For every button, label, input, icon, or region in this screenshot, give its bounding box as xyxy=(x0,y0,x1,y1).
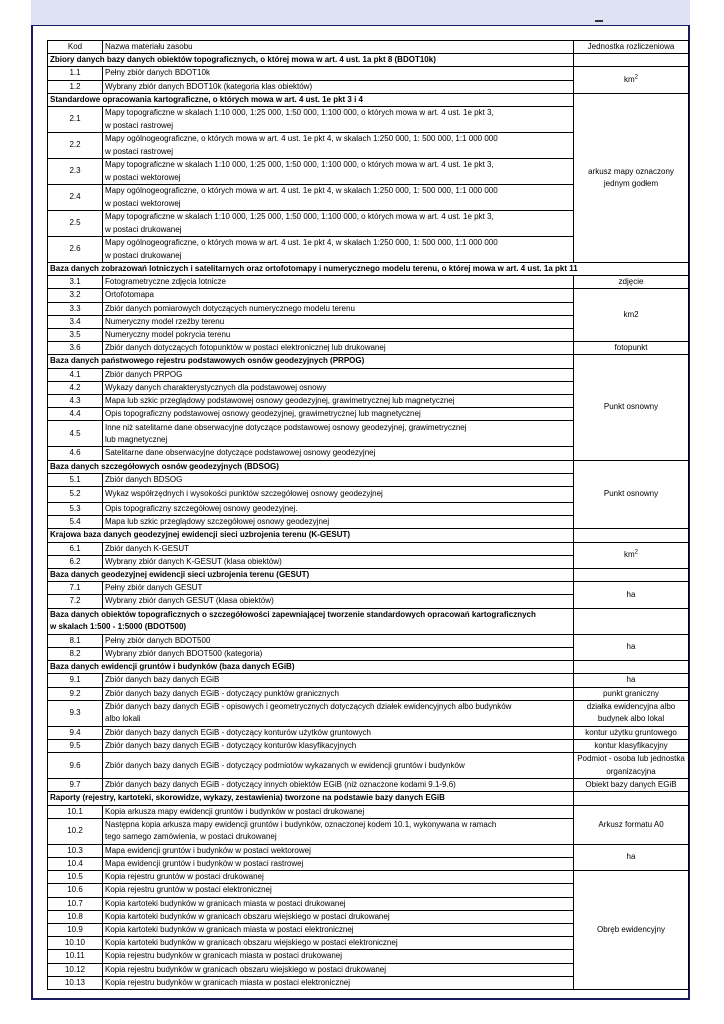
row-kod: 3.3 xyxy=(48,302,103,315)
unit-cell: arkusz mapy oznaczony jednym godłem xyxy=(574,93,689,262)
row-kod: 4.3 xyxy=(48,395,103,408)
row-kod: 10.2 xyxy=(48,818,103,844)
header-nazwa: Nazwa materiału zasobu xyxy=(103,41,574,54)
row-nazwa: Kopia rejestru budynków w granicach obszaru wiejskiego w postaci drukowanej xyxy=(103,963,574,976)
section-row xyxy=(48,54,689,67)
table-row xyxy=(48,542,689,555)
section-line-2: w skalach 1:500 - 1:5000 (BDOT500) xyxy=(50,622,187,632)
row-line-2: lub magnetycznej xyxy=(105,434,168,444)
section-row xyxy=(48,792,689,805)
row-nazwa xyxy=(103,211,574,237)
row-nazwa: Kopia kartoteki budynków w granicach obszaru wiejskiego w postaci drukowanej xyxy=(103,910,574,923)
row-nazwa xyxy=(103,421,574,447)
table-row xyxy=(48,67,689,80)
row-line-2: w postaci rastrowej xyxy=(105,120,174,130)
unit-cell: działka ewidencyjna albo budynek albo lokal xyxy=(574,700,689,726)
table-row xyxy=(48,289,689,302)
row-nazwa: Pełny zbiór danych BDOT10k xyxy=(103,67,574,80)
row-nazwa: Kopia rejestru gruntów w postaci drukowanej xyxy=(103,871,574,884)
row-kod: 10.12 xyxy=(48,963,103,976)
section-line-1: Baza danych obiektów topograficznych o szczegółowości zapewniającej tworzenie standardowych opracowań kartograficznych xyxy=(50,609,536,619)
row-kod: 10.9 xyxy=(48,923,103,936)
row-nazwa: Mapa ewidencji gruntów i budynków w postaci wektorowej xyxy=(103,844,574,857)
row-kod: 3.1 xyxy=(48,276,103,289)
row-kod: 6.2 xyxy=(48,555,103,568)
row-nazwa: Wykaz współrzędnych i wysokości punktów szczegółowej osnowy geodezyjnej xyxy=(103,487,574,503)
top-bar xyxy=(31,0,690,25)
row-line-2: albo lokali xyxy=(105,714,141,724)
unit-cell: Obręb ewidencyjny xyxy=(574,871,689,990)
row-kod: 10.5 xyxy=(48,871,103,884)
unit-cell xyxy=(574,542,689,568)
table-row xyxy=(48,276,689,289)
row-nazwa: Wykazy danych charakterystycznych dla podstawowej osnowy xyxy=(103,381,574,394)
header-row xyxy=(48,41,689,54)
row-nazwa xyxy=(103,159,574,185)
row-kod: 10.10 xyxy=(48,937,103,950)
unit-cell: punkt graniczny xyxy=(574,687,689,700)
unit-sup: 2 xyxy=(634,74,638,81)
row-kod: 4.4 xyxy=(48,408,103,421)
row-nazwa: Kopia kartoteki budynków w granicach obszaru wiejskiego w postaci elektronicznej xyxy=(103,937,574,950)
header-kod: Kod xyxy=(48,41,103,54)
row-kod: 1.1 xyxy=(48,67,103,80)
table-row xyxy=(48,700,689,726)
row-kod: 1.2 xyxy=(48,80,103,93)
row-line-2: w postaci drukowanej xyxy=(105,250,182,260)
table-row xyxy=(48,687,689,700)
row-nazwa: Fotogrametryczne zdjęcia lotnicze xyxy=(103,276,574,289)
unit-text: km xyxy=(623,75,635,84)
row-line-2: w postaci rastrowej xyxy=(105,146,174,156)
row-nazwa: Opis topograficzny szczegółowej osnowy geodezyjnej. xyxy=(103,503,574,516)
section-title: Baza danych ewidencji gruntów i budynków (baza danych EGiB) xyxy=(48,661,574,674)
unit-cell: ha xyxy=(574,674,689,687)
row-line-1: Mapy ogólnogeograficzne, o których mowa w art. 4 ust. 1e pkt 4, w skalach 1:250 000, 1: 500 000, 1:1 000 000 xyxy=(105,238,498,248)
row-kod: 9.7 xyxy=(48,779,103,792)
section-title: Krajowa baza danych geodezyjnej ewidencji sieci uzbrojenia terenu (K-GESUT) xyxy=(48,529,574,542)
row-nazwa: Zbiór danych bazy danych EGiB - dotyczący podmiotów wykazanych w ewidencji gruntów i budynków xyxy=(103,753,574,779)
section-title: Baza danych zobrazowań lotniczych i satelitarnych oraz ortofotomapy i numerycznego modelu terenu, o której mowa w art. 4 ust. 1a pkt 11 xyxy=(48,263,689,276)
row-nazwa: Zbiór danych pomiarowych dotyczących numerycznego modelu terenu xyxy=(103,302,574,315)
row-kod: 10.1 xyxy=(48,805,103,818)
row-kod: 2.4 xyxy=(48,185,103,211)
row-kod: 10.3 xyxy=(48,844,103,857)
row-nazwa: Zbiór danych dotyczących fotopunktów w postaci elektronicznej lub drukowanej xyxy=(103,342,574,355)
row-line-1: Mapy ogólnogeograficzne, o których mowa w art. 4 ust. 1e pkt 4, w skalach 1:250 000, 1: 500 000, 1:1 000 000 xyxy=(105,134,498,144)
unit-cell: km2 xyxy=(574,289,689,342)
row-nazwa: Zbiór danych bazy danych EGiB - dotyczący konturów klasyfikacyjnych xyxy=(103,739,574,752)
row-kod: 4.5 xyxy=(48,421,103,447)
row-nazwa: Mapa lub szkic przeglądowy szczegółowej osnowy geodezyjnej xyxy=(103,516,574,529)
row-nazwa: Opis topograficzny podstawowej osnowy geodezyjnej, grawimetrycznej lub magnetycznej xyxy=(103,408,574,421)
dash-mark xyxy=(595,20,603,22)
row-nazwa: Numeryczny model pokrycia terenu xyxy=(103,329,574,342)
unit-cell: ha xyxy=(574,634,689,660)
row-nazwa: Kopia kartoteki budynków w granicach miasta w postaci elektronicznej xyxy=(103,923,574,936)
row-nazwa: Wybrany zbiór danych K-GESUT (klasa obiektów) xyxy=(103,555,574,568)
table-row xyxy=(48,342,689,355)
unit-cell: Punkt osnowny xyxy=(574,355,689,460)
row-nazwa xyxy=(103,700,574,726)
section-title: Baza danych szczegółowych osnów geodezyjnych (BDSOG) xyxy=(48,460,574,473)
row-line-2: w postaci wektorowej xyxy=(105,172,181,182)
row-kod: 10.7 xyxy=(48,897,103,910)
row-nazwa: Zbiór danych bazy danych EGiB - dotyczący innych obiektów EGiB (niż oznaczone kodami 9.1-9.6) xyxy=(103,779,574,792)
frame-left xyxy=(31,25,33,1000)
row-nazwa: Zbiór danych bazy danych EGiB - dotyczący punktów granicznych xyxy=(103,687,574,700)
row-kod: 10.11 xyxy=(48,950,103,963)
row-kod: 5.3 xyxy=(48,503,103,516)
row-nazwa: Zbiór danych K-GESUT xyxy=(103,542,574,555)
row-kod: 9.2 xyxy=(48,687,103,700)
row-kod: 2.2 xyxy=(48,133,103,159)
row-line-2: w postaci drukowanej xyxy=(105,224,182,234)
row-nazwa xyxy=(103,107,574,133)
unit-cell: Podmiot - osoba lub jednostka organizacyjna xyxy=(574,753,689,779)
row-nazwa: Pełny zbiór danych GESUT xyxy=(103,582,574,595)
unit-cell: Obiekt bazy danych EGiB xyxy=(574,779,689,792)
row-line-2: w postaci wektorowej xyxy=(105,198,181,208)
section-title: Baza danych państwowego rejestru podstawowych osnów geodezyjnych (PRPOG) xyxy=(48,355,574,368)
row-kod: 10.6 xyxy=(48,884,103,897)
row-kod: 3.6 xyxy=(48,342,103,355)
row-nazwa: Kopia kartoteki budynków w granicach miasta w postaci drukowanej xyxy=(103,897,574,910)
table-row xyxy=(48,674,689,687)
row-line-1: Mapy ogólnogeograficzne, o których mowa w art. 4 ust. 1e pkt 4, w skalach 1:250 000, 1: 500 000, 1:1 000 000 xyxy=(105,186,498,196)
row-kod: 2.1 xyxy=(48,107,103,133)
row-nazwa: Kopia rejestru budynków w granicach miasta w postaci drukowanej xyxy=(103,950,574,963)
row-kod: 2.5 xyxy=(48,211,103,237)
table-row xyxy=(48,726,689,739)
header-jednostka: Jednostka rozliczeniowa xyxy=(574,41,689,54)
row-kod: 3.5 xyxy=(48,329,103,342)
table-row xyxy=(48,582,689,595)
unit-text: km xyxy=(623,550,635,560)
unit-sup: 2 xyxy=(634,549,638,556)
section-title: Raporty (rejestry, kartoteki, skorowidze, wykazy, zestawienia) tworzone na podstawie bazy danych EGiB xyxy=(48,792,574,805)
unit-cell: zdjęcie xyxy=(574,276,689,289)
table-row xyxy=(48,871,689,884)
row-kod: 7.2 xyxy=(48,595,103,608)
row-kod: 10.13 xyxy=(48,976,103,989)
row-line-1: Inne niż satelitarne dane obserwacyjne dotyczące podstawowej osnowy geodezyjnej, grawimetrycznej xyxy=(105,422,467,432)
section-row xyxy=(48,569,689,582)
table-row xyxy=(48,779,689,792)
materials-table xyxy=(47,40,689,990)
section-title xyxy=(48,608,574,634)
row-kod: 3.2 xyxy=(48,289,103,302)
unit-cell: fotopunkt xyxy=(574,342,689,355)
row-kod: 6.1 xyxy=(48,542,103,555)
section-row xyxy=(48,529,689,542)
row-kod: 4.2 xyxy=(48,381,103,394)
unit-cell: kontur użytku gruntowego xyxy=(574,726,689,739)
row-nazwa xyxy=(103,133,574,159)
frame-top xyxy=(31,25,690,26)
row-nazwa: Kopia arkusza mapy ewidencji gruntów i budynków w postaci drukowanej xyxy=(103,805,574,818)
unit-cell xyxy=(574,67,689,93)
row-kod: 3.4 xyxy=(48,315,103,328)
row-line-1: Mapy topograficzne w skalach 1:10 000, 1:25 000, 1:50 000, 1:100 000, o których mowa w art. 4 ust. 1e pkt 3, xyxy=(105,160,494,170)
row-nazwa: Zbiór danych BDSOG xyxy=(103,473,574,486)
row-kod: 5.1 xyxy=(48,473,103,486)
row-nazwa: Satelitarne dane obserwacyjne dotyczące podstawowej osnowy geodezyjnej xyxy=(103,447,574,460)
row-nazwa: Kopia rejestru budynków w granicach miasta w postaci elektronicznej xyxy=(103,976,574,989)
row-kod: 9.1 xyxy=(48,674,103,687)
row-nazwa xyxy=(103,237,574,263)
row-kod: 4.6 xyxy=(48,447,103,460)
row-nazwa: Zbiór danych PRPOG xyxy=(103,368,574,381)
row-nazwa: Zbiór danych bazy danych EGiB xyxy=(103,674,574,687)
row-nazwa: Kopia rejestru gruntów w postaci elektronicznej xyxy=(103,884,574,897)
unit-cell: Arkusz formatu A0 xyxy=(574,805,689,844)
row-nazwa xyxy=(103,185,574,211)
row-nazwa: Mapa ewidencji gruntów i budynków w postaci rastrowej xyxy=(103,857,574,870)
row-line-1: Następna kopia arkusza mapy ewidencji gruntów i budynków, oznaczonej kodem 10.1, wykonywana w ramach xyxy=(105,820,497,830)
table-row xyxy=(48,634,689,647)
row-line-2: tego samego zamówienia, w postaci drukowanej xyxy=(105,832,277,842)
unit-cell: Punkt osnowny xyxy=(574,460,689,529)
row-kod: 10.4 xyxy=(48,857,103,870)
section-row xyxy=(48,355,689,368)
row-nazwa: Ortofotomapa xyxy=(103,289,574,302)
row-nazwa: Numeryczny model rzeźby terenu xyxy=(103,315,574,328)
row-line-1: Mapy topograficzne w skalach 1:10 000, 1:25 000, 1:50 000, 1:100 000, o których mowa w art. 4 ust. 1e pkt 3, xyxy=(105,212,494,222)
row-kod: 8.2 xyxy=(48,647,103,660)
row-kod: 8.1 xyxy=(48,634,103,647)
section-row xyxy=(48,608,689,634)
row-kod: 10.8 xyxy=(48,910,103,923)
row-kod: 9.4 xyxy=(48,726,103,739)
row-kod: 9.5 xyxy=(48,739,103,752)
section-row xyxy=(48,263,689,276)
row-nazwa: Wybrany zbiór danych BDOT500 (kategoria) xyxy=(103,647,574,660)
section-title: Baza danych geodezyjnej ewidencji sieci uzbrojenia terenu (GESUT) xyxy=(48,569,574,582)
row-kod: 5.2 xyxy=(48,487,103,503)
row-nazwa: Wybrany zbiór danych GESUT (klasa obiektów) xyxy=(103,595,574,608)
row-nazwa: Wybrany zbiór danych BDOT10k (kategoria klas obiektów) xyxy=(103,80,574,93)
row-nazwa: Pełny zbiór danych BDOT500 xyxy=(103,634,574,647)
row-kod: 2.3 xyxy=(48,159,103,185)
table-row xyxy=(48,844,689,857)
row-nazwa: Zbiór danych bazy danych EGiB - dotyczący konturów użytków gruntowych xyxy=(103,726,574,739)
row-kod: 9.3 xyxy=(48,700,103,726)
frame-bottom xyxy=(31,998,690,1000)
row-kod: 9.6 xyxy=(48,753,103,779)
table-row xyxy=(48,805,689,818)
section-title: Zbiory danych bazy danych obiektów topograficznych, o której mowa w art. 4 ust. 1a pkt 8 (BDOT10k) xyxy=(48,54,574,67)
unit-cell: kontur klasyfikacyjny xyxy=(574,739,689,752)
section-row xyxy=(48,661,689,674)
row-line-1: Mapy topograficzne w skalach 1:10 000, 1:25 000, 1:50 000, 1:100 000, o których mowa w art. 4 ust. 1e pkt 3, xyxy=(105,108,494,118)
row-line-1: Zbiór danych bazy danych EGiB - opisowych i geometrycznych dotyczących działek ewidencyjnych albo budynków xyxy=(105,702,512,711)
table-row xyxy=(48,753,689,779)
section-title: Standardowe opracowania kartograficzne, o których mowa w art. 4 ust. 1e pkt 3 i 4 xyxy=(48,93,574,106)
row-nazwa: Mapa lub szkic przeglądowy podstawowej osnowy geodezyjnej, grawimetrycznej lub magnetycznej xyxy=(103,395,574,408)
unit-cell: ha xyxy=(574,844,689,870)
unit-cell: ha xyxy=(574,582,689,608)
section-row xyxy=(48,460,689,473)
row-kod: 5.4 xyxy=(48,516,103,529)
row-kod: 4.1 xyxy=(48,368,103,381)
table-row xyxy=(48,739,689,752)
row-nazwa xyxy=(103,818,574,844)
row-kod: 2.6 xyxy=(48,237,103,263)
section-row xyxy=(48,93,689,106)
row-kod: 7.1 xyxy=(48,582,103,595)
